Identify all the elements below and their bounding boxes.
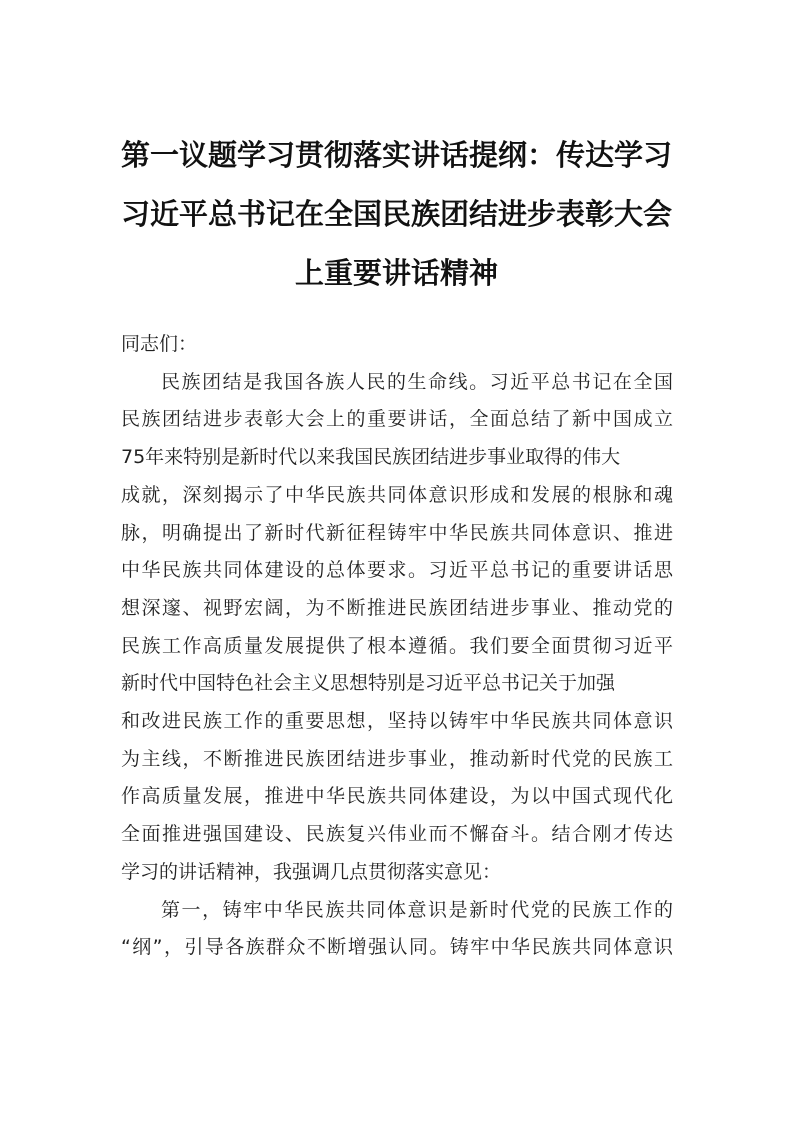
salutation: 同志们： xyxy=(121,333,198,355)
title-line-3: 上重要讲话精神 xyxy=(294,256,498,290)
body-line: 75年来特别是新时代以来我国民族团结进步事业取得的伟大 xyxy=(121,446,621,469)
title-line-2: 习近平总书记在全国民族团结进步表彰大会 xyxy=(120,197,672,231)
body-line: 作高质量发展，推进中华民族共同体建设，为以中国式现代化 xyxy=(121,785,673,808)
body-line: 新时代中国特色社会主义思想特别是习近平总书记关于加强 xyxy=(121,672,616,695)
body-line: 民族工作高质量发展提供了根本遵循。我们要全面贯彻习近平 xyxy=(121,634,673,657)
body-line: 第一，铸牢中华民族共同体意识是新时代党的民族工作的 xyxy=(161,898,673,921)
body-line: 成就，深刻揭示了中华民族共同体意识形成和发展的根脉和魂 xyxy=(121,483,673,506)
document-body xyxy=(121,326,673,967)
body-line: 民族团结是我国各族人民的生命线。习近平总书记在全国 xyxy=(161,370,673,393)
document-title xyxy=(100,126,693,303)
body-line: 中华民族共同体建设的总体要求。习近平总书记的重要讲话思 xyxy=(121,559,673,582)
title-line-1: 第一议题学习贯彻落实讲话提纲：传达学习 xyxy=(120,138,672,172)
body-line: “纲”，引导各族群众不断增强认同。铸牢中华民族共同体意识 xyxy=(121,936,673,959)
body-line: 全面推进强国建设、民族复兴伟业而不懈奋斗。结合刚才传达 xyxy=(121,823,673,846)
body-line: 想深邃、视野宏阔，为不断推进民族团结进步事业、推动党的 xyxy=(121,596,673,619)
body-line: 为主线，不断推进民族团结进步事业，推动新时代党的民族工 xyxy=(121,747,673,770)
body-line: 脉，明确提出了新时代新征程铸牢中华民族共同体意识、推进 xyxy=(121,521,673,544)
body-line: 民族团结进步表彰大会上的重要讲话，全面总结了新中国成立 xyxy=(121,408,673,431)
body-line: 学习的讲话精神，我强调几点贯彻落实意见： xyxy=(121,860,502,883)
body-line: 和改进民族工作的重要思想，坚持以铸牢中华民族共同体意识 xyxy=(121,710,673,733)
